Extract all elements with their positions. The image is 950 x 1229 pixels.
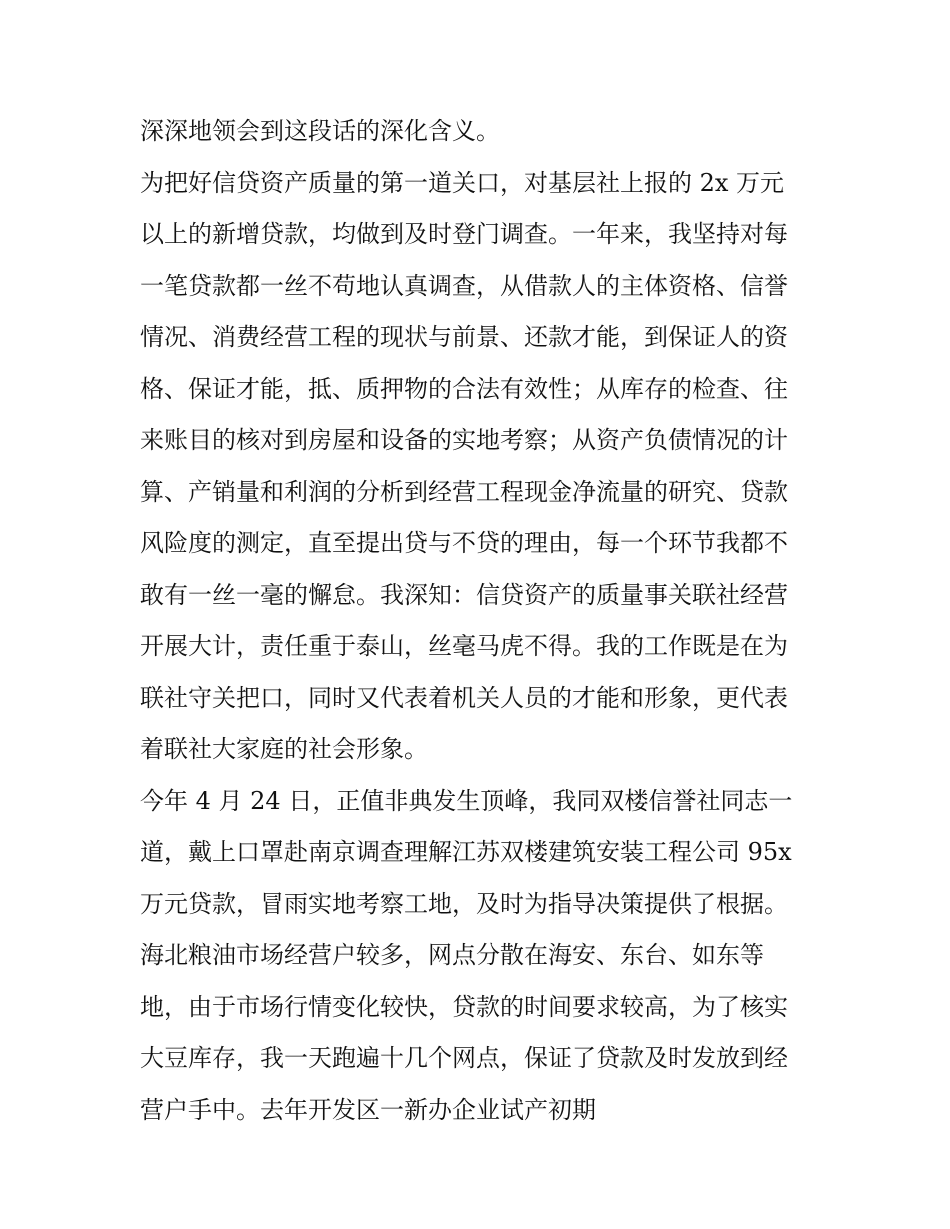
text-line: 地，由于市场行情变化较快，贷款的时间要求较高，为了核实	[140, 992, 788, 1021]
text-line: 万元贷款，冒雨实地考察工地，及时为指导决策提供了根据。	[140, 889, 788, 918]
text-line: 来账目的核对到房屋和设备的实地考察；从资产负债情况的计	[140, 426, 788, 454]
text-line: 一笔贷款都一丝不苟地认真调查，从借款人的主体资格、信誉	[140, 271, 788, 300]
body-text	[140, 106, 812, 1136]
text-line: 风险度的测定，直至提出贷与不贷的理由，每一个环节我都不	[140, 529, 788, 557]
text-line: 营户手中。去年开发区一新办企业试产初期	[140, 1095, 596, 1124]
text-line: 以上的新增贷款，均做到及时登门调查。一年来，我坚持对每	[140, 220, 788, 248]
text-line: 海北粮油市场经营户较多，网点分散在海安、东台、如东等	[140, 941, 764, 969]
text-line: 今年 4 月 24 日，正值非典发生顶峰，我同双楼信誉社同志一	[140, 786, 793, 815]
text-line: 敢有一丝一毫的懈怠。我深知：信贷资产的质量事关联社经营	[140, 580, 788, 609]
text-line: 深深地领会到这段话的深化含义。	[140, 117, 500, 145]
text-line: 算、产销量和利润的分析到经营工程现金净流量的研究、贷款	[140, 477, 788, 506]
text-line: 道，戴上口罩赴南京调查理解江苏双楼建筑安装工程公司 95x	[140, 838, 792, 866]
text-line: 为把好信贷资产质量的第一道关口，对基层社上报的 2x 万元	[140, 168, 785, 197]
text-line: 大豆库存，我一天跑遍十几个网点，保证了贷款及时发放到经	[140, 1044, 788, 1072]
text-line: 开展大计，责任重于泰山，丝毫马虎不得。我的工作既是在为	[140, 632, 788, 660]
text-line: 格、保证才能，抵、质押物的合法有效性；从库存的检查、往	[140, 374, 788, 403]
text-line: 联社守关把口，同时又代表着机关人员的才能和形象，更代表	[140, 683, 788, 712]
text-line: 着联社大家庭的社会形象。	[140, 735, 428, 763]
text-line: 情况、消费经营工程的现状与前景、还款才能，到保证人的资	[140, 323, 788, 351]
